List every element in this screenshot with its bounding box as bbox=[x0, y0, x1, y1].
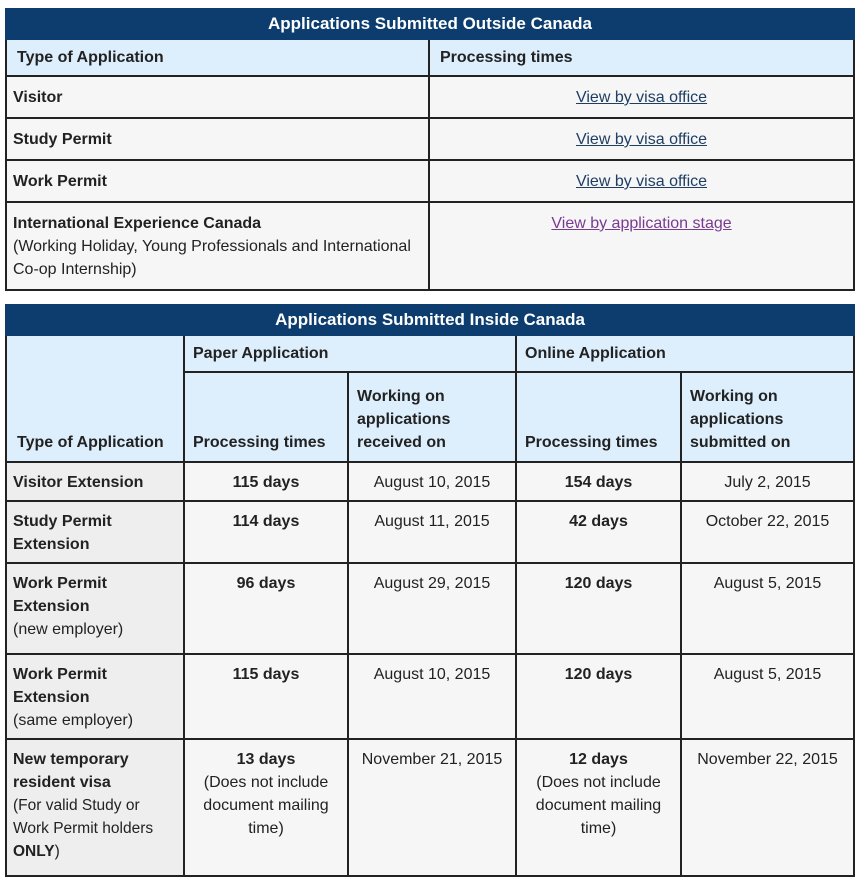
iec-label: International Experience Canada bbox=[13, 215, 262, 232]
row-type-note-text: (For valid Study or Work Permit holders bbox=[13, 797, 154, 837]
online-processing-time: 120 days bbox=[516, 563, 681, 654]
online-processing-time: 42 days bbox=[516, 501, 681, 563]
paper-processing-time: 96 days bbox=[184, 563, 348, 654]
row-type-cell bbox=[6, 739, 184, 876]
online-processing-cell bbox=[516, 739, 681, 876]
online-submitted-date: October 22, 2015 bbox=[681, 501, 854, 563]
paper-processing-time: 115 days bbox=[184, 654, 348, 739]
view-by-application-stage-link[interactable]: View by application stage bbox=[551, 215, 732, 232]
table-row bbox=[6, 462, 854, 501]
online-processing-note: (Does not include document mailing time) bbox=[535, 774, 662, 837]
paper-received-date: August 11, 2015 bbox=[348, 501, 516, 563]
paper-received-date: November 21, 2015 bbox=[348, 739, 516, 876]
paper-processing-time: 13 days bbox=[236, 751, 296, 768]
paper-received-date: August 10, 2015 bbox=[348, 462, 516, 501]
inside-canada-title: Applications Submitted Inside Canada bbox=[6, 305, 854, 335]
paper-processing-time: 114 days bbox=[184, 501, 348, 563]
online-processing-time: 12 days bbox=[569, 751, 628, 768]
row-type-note-emphasis: ONLY bbox=[13, 843, 55, 860]
online-submitted-date: July 2, 2015 bbox=[681, 462, 854, 501]
row-type-note: (same employer) bbox=[13, 712, 134, 729]
view-by-visa-office-link[interactable]: View by visa office bbox=[575, 131, 708, 148]
subheader-online-processing: Processing times bbox=[516, 372, 681, 462]
paper-processing-time: 115 days bbox=[184, 462, 348, 501]
col-header-processing-times: Processing times bbox=[429, 39, 854, 76]
online-submitted-date: August 5, 2015 bbox=[681, 654, 854, 739]
col-header-type: Type of Application bbox=[6, 39, 429, 76]
table-row bbox=[6, 739, 854, 876]
row-type-work-permit: Work Permit bbox=[6, 160, 429, 202]
online-processing-time: 120 days bbox=[516, 654, 681, 739]
row-type-cell bbox=[6, 654, 184, 739]
table-row bbox=[6, 563, 854, 654]
outside-canada-title: Applications Submitted Outside Canada bbox=[6, 9, 854, 39]
online-submitted-date: August 5, 2015 bbox=[681, 563, 854, 654]
paper-received-date: August 29, 2015 bbox=[348, 563, 516, 654]
col-header-type: Type of Application bbox=[6, 335, 184, 462]
row-type-label: Work Permit Extension bbox=[13, 575, 107, 615]
paper-processing-note: (Does not include document mailing time) bbox=[203, 774, 329, 837]
paper-received-date: August 10, 2015 bbox=[348, 654, 516, 739]
paper-processing-cell bbox=[184, 739, 348, 876]
online-submitted-date: November 22, 2015 bbox=[681, 739, 854, 876]
table-row bbox=[6, 501, 854, 563]
row-type-iec bbox=[6, 202, 429, 290]
group-header-online: Online Application bbox=[516, 335, 854, 372]
row-type-note: (new employer) bbox=[13, 621, 124, 638]
row-type-cell bbox=[6, 563, 184, 654]
group-header-paper: Paper Application bbox=[184, 335, 516, 372]
row-type-study-permit: Study Permit bbox=[6, 118, 429, 160]
row-type-label: Study Permit Extension bbox=[6, 501, 184, 563]
subheader-paper-received: Working on applications received on bbox=[348, 372, 516, 462]
subheader-paper-processing: Processing times bbox=[184, 372, 348, 462]
online-processing-time: 154 days bbox=[516, 462, 681, 501]
row-type-label: Work Permit Extension bbox=[13, 666, 107, 706]
row-type-visitor: Visitor bbox=[6, 76, 429, 118]
outside-canada-table bbox=[5, 8, 855, 291]
subheader-online-submitted: Working on applications submitted on bbox=[681, 372, 854, 462]
table-row bbox=[6, 654, 854, 739]
row-type-note-end: ) bbox=[54, 843, 60, 860]
inside-canada-table bbox=[5, 304, 855, 877]
row-type-note bbox=[13, 797, 153, 860]
view-by-visa-office-link[interactable]: View by visa office bbox=[575, 173, 708, 190]
iec-note: (Working Holiday, Young Professionals and International Co-op Internship) bbox=[13, 238, 411, 278]
row-type-label: New temporary resident visa bbox=[13, 751, 129, 791]
row-type-label: Visitor Extension bbox=[6, 462, 184, 501]
view-by-visa-office-link[interactable]: View by visa office bbox=[575, 89, 708, 106]
